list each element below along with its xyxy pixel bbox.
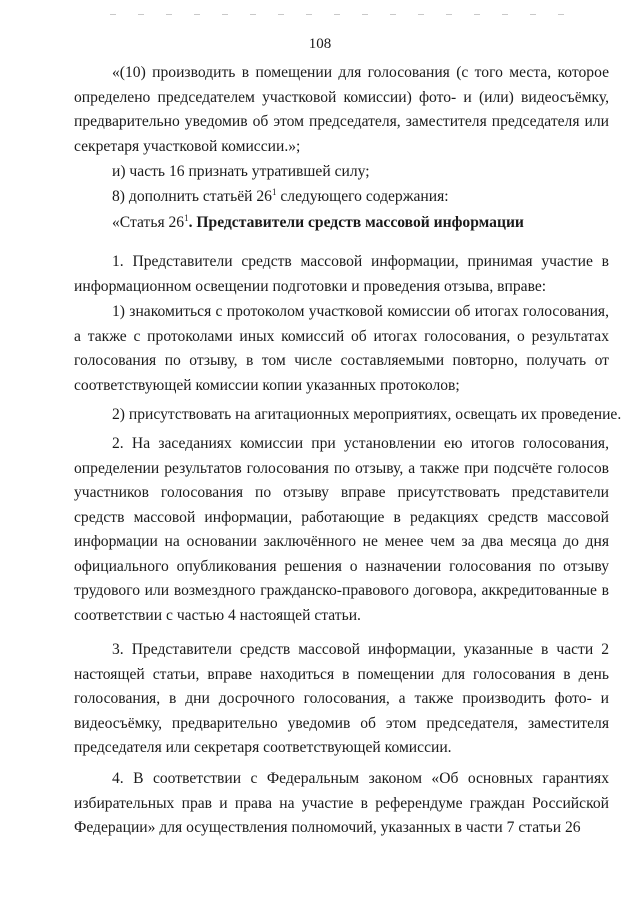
article-part-4: 4. В соответствии с Федеральным законом «Об основных гарантиях избирательных прав и права на участие в референдуме граждан Российской Федерации» для осуществления полномочий, указанных в части 7 статьи 26: [74, 770, 609, 836]
paragraph-8-suffix: следующего содержания:: [276, 188, 449, 205]
article-part-2: 2. На заседаниях комиссии при установлении ею итогов голосования, определении результатов голосования по отзыву, а также при подсчёте голосов участников голосования по отзыву вправе присутствовать представители средств массовой информации, работающие в редакциях средств массовой информации на основании заключённого не менее чем за два месяца до дня официального опубликования решения о назначении голосования по отзыву трудового или возмездного гражданско-правового договора, аккредитованные в соответствии с частью 4 настоящей статьи.: [74, 435, 609, 624]
paragraph-8-sup: 1: [271, 186, 277, 197]
article-part-1: 1. Представители средств массовой информации, принимая участие в информационном освещении подготовки и проведения отзыва, вправе:: [74, 253, 609, 295]
article-heading-sup: 1: [184, 212, 189, 223]
page-number: 108: [308, 36, 332, 52]
article-part-1-item-2: 2) присутствовать на агитационных мероприятиях, освещать их проведение.: [112, 406, 622, 423]
paragraph-i: и) часть 16 признать утратившей силу;: [112, 163, 370, 180]
paragraph-10: «(10) производить в помещении для голосования (с того места, которое определено председателем участковой комиссии) фото- и (или) видеосъёмку, предварительно уведомив об этом председателя, заместителя председателя или секретаря участковой комиссии.»;: [74, 64, 609, 155]
article-heading-prefix: «Статья 26: [112, 214, 185, 231]
article-part-1-item-1: 1) знакомиться с протоколом участковой комиссии об итогах голосования, а также с протоколами иных комиссий об итогах голосования, о результатах голосования по отзыву, в том числе составляемыми повторно, получать от соответствующей комиссии копии указанных протоколов;: [74, 303, 609, 394]
article-heading: [74, 211, 609, 236]
paragraph-8-text: 8) дополнить статьёй 26: [112, 188, 272, 205]
article-heading-title: . Представители средств массовой информации: [188, 214, 524, 231]
scan-artifact-line: [110, 14, 580, 15]
paragraph-8: [74, 185, 609, 210]
article-part-3: 3. Представители средств массовой информации, указанные в части 2 настоящей статьи, вправе находиться в помещении для голосования в день голосования, в дни досрочного голосования, а также производить фото- и видеосъёмку, предварительно уведомив об этом председателя, заместителя председателя или секретаря соответствующей комиссии.: [74, 641, 609, 756]
